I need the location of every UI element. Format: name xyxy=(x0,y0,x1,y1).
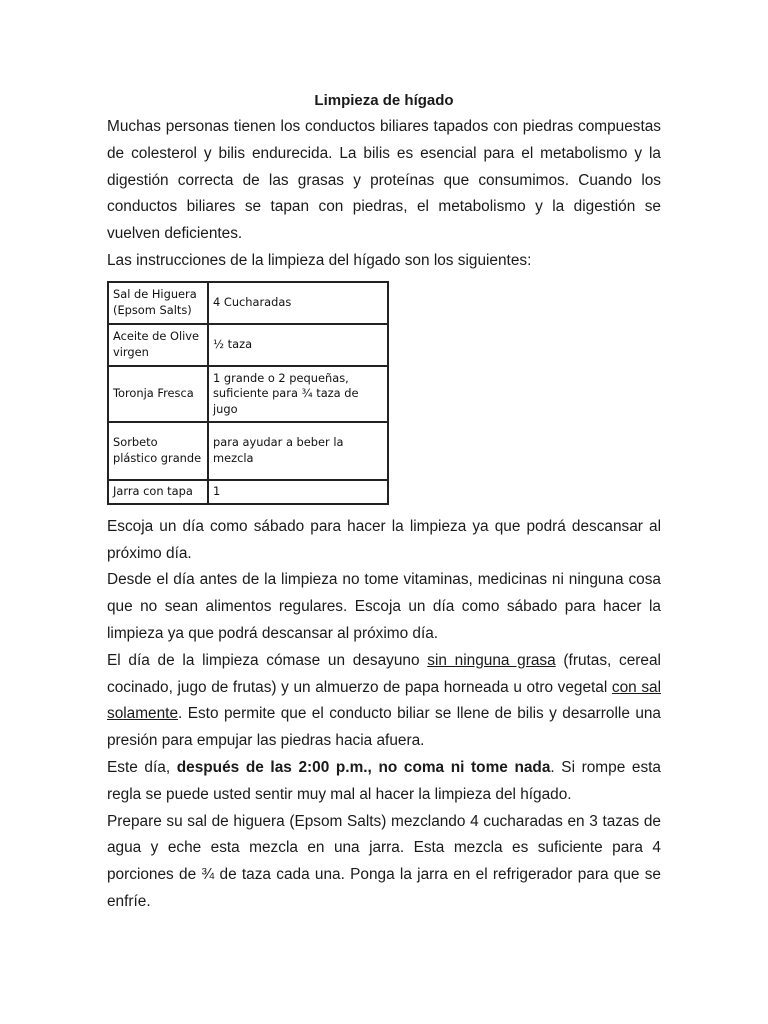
table-row xyxy=(108,324,388,366)
table-row xyxy=(108,366,388,422)
document-page xyxy=(107,88,661,916)
before-paragraph: Desde el día antes de la limpieza no tome vitaminas, medicinas ni ninguna cosa que no sean alimentos regulares. Escoja un día como sábado para hacer la limpieza ya que podrá descansar al próximo día. xyxy=(107,571,661,642)
ingredient-cell: Jarra con tapa xyxy=(108,480,208,504)
breakfast-text-3: . Esto permite que el conducto biliar se llene de bilis y desarrolle una presión para empujar las piedras hacia afuera. xyxy=(107,705,661,750)
day-paragraph: Escoja un día como sábado para hacer la limpieza ya que podrá descansar al próximo día. xyxy=(107,517,661,562)
instructions-lead: Las instrucciones de la limpieza del hígado son los siguientes: xyxy=(107,251,532,269)
fast-text-1: Este día, xyxy=(107,758,177,776)
breakfast-underline-salt-only: con sal solamente xyxy=(107,678,662,723)
ingredient-cell: Aceite de Olive virgen xyxy=(108,324,208,366)
prepare-paragraph: Prepare su sal de higuera (Epsom Salts) mezclando 4 cucharadas en 3 tazas de agua y eche esta mezcla en una jarra. Esta mezcla es suficiente para 4 porciones de ¾ de taza cada una. Ponga la jarra en el refrigerador para que se enfríe. xyxy=(107,812,661,910)
amount-cell: 4 Cucharadas xyxy=(208,282,388,324)
ingredients-table-wrapper xyxy=(107,281,661,505)
fast-paragraph xyxy=(107,755,661,809)
ingredients-table xyxy=(107,281,389,505)
breakfast-text-2: (frutas, cereal cocinado, jugo de frutas) y un almuerzo de papa horneada u otro vegetal xyxy=(107,651,661,696)
fast-bold-warning: después de las 2:00 p.m., no coma ni tome nada xyxy=(176,758,551,776)
amount-cell: para ayudar a beber la mezcla xyxy=(208,422,388,480)
breakfast-paragraph xyxy=(107,648,661,755)
amount-cell: 1 grande o 2 pequeñas, suficiente para ¾ taza de jugo xyxy=(208,366,388,422)
table-row xyxy=(108,282,388,324)
ingredient-cell: Toronja Fresca xyxy=(108,366,208,422)
breakfast-text-1: El día de la limpieza cómase un desayuno xyxy=(107,651,428,669)
table-row xyxy=(108,422,388,480)
intro-paragraph: Muchas personas tienen los conductos biliares tapados con piedras compuestas de colesterol y bilis endurecida. La bilis es esencial para el metabolismo y la digestión correcta de las grasas y proteínas que consumimos. Cuando los conductos biliares se tapan con piedras, el metabolismo y la digestión se vuelven deficientes. xyxy=(107,118,661,243)
table-row xyxy=(108,480,388,504)
fast-text-2: . Si rompe esta regla se puede usted sentir muy mal al hacer la limpieza del hígado. xyxy=(107,758,661,803)
breakfast-underline-no-fat: sin ninguna grasa xyxy=(427,651,556,669)
ingredient-cell: Sorbeto plástico grande xyxy=(108,422,208,480)
amount-cell: ½ taza xyxy=(208,324,388,366)
ingredient-cell: Sal de Higuera (Epsom Salts) xyxy=(108,282,208,324)
document-title: Limpieza de hígado xyxy=(314,92,454,109)
amount-cell: 1 xyxy=(208,480,388,504)
